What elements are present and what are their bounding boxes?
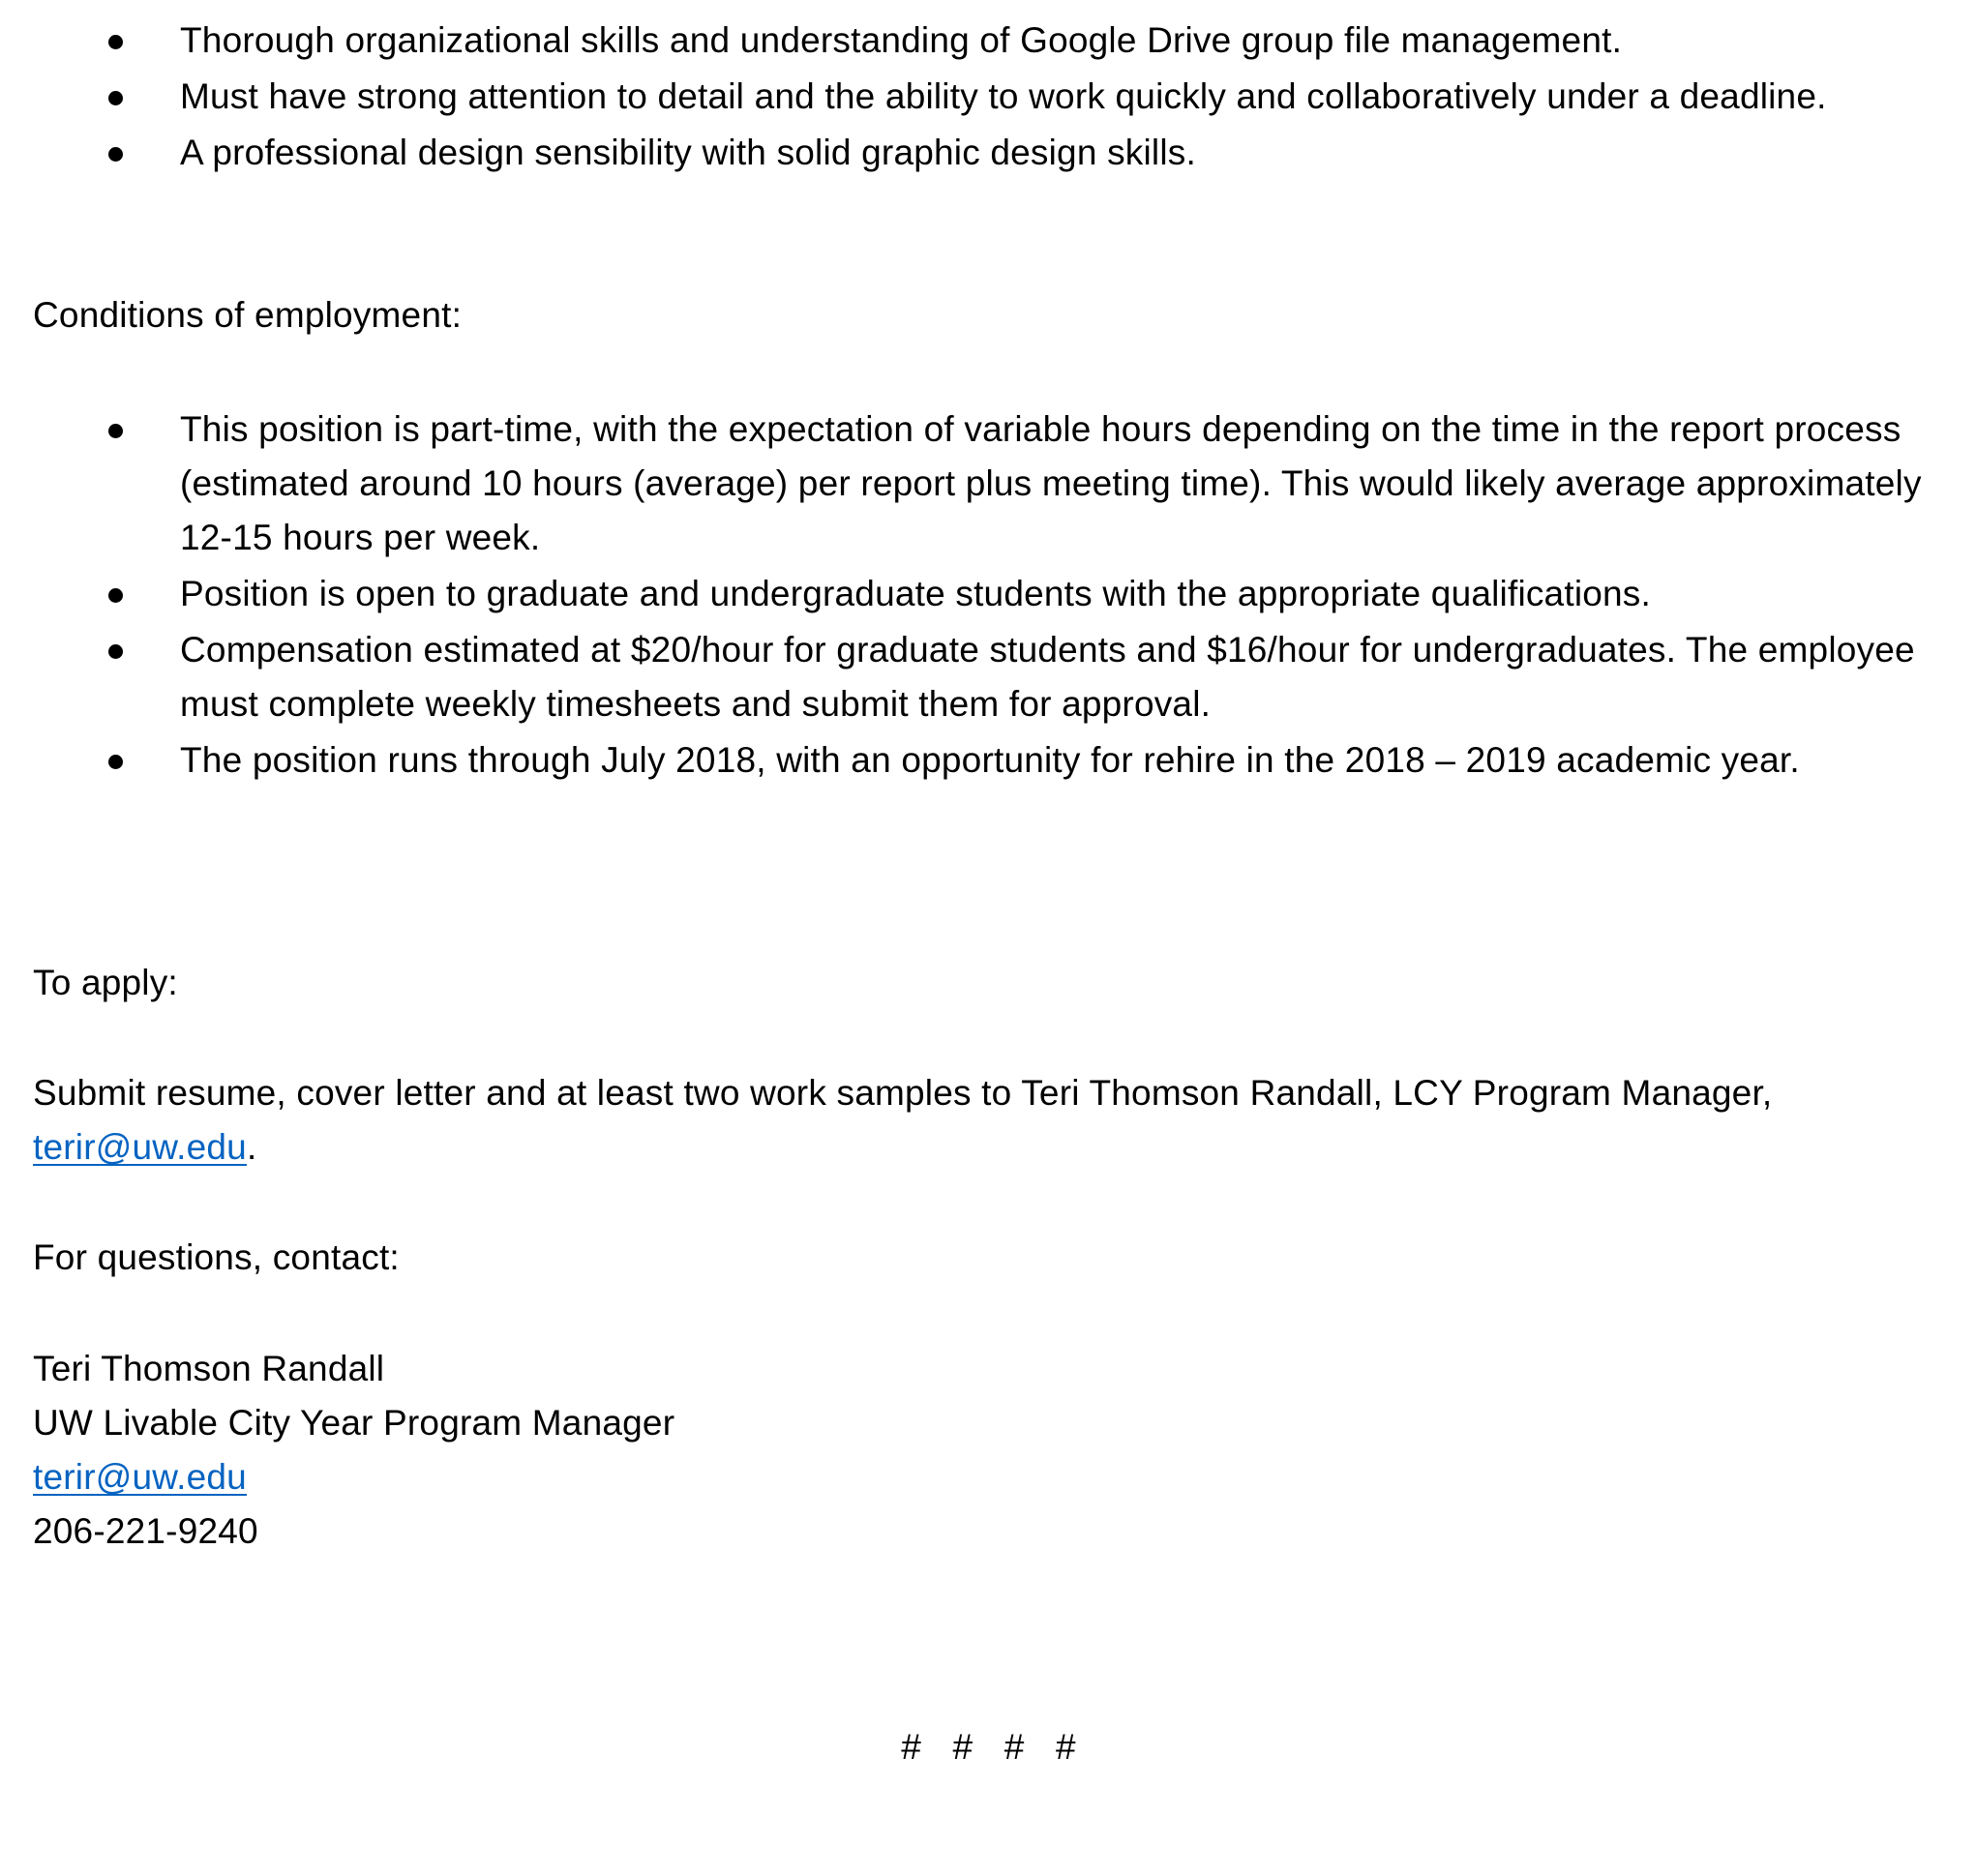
apply-heading: To apply:: [33, 963, 178, 1002]
bullet-icon: [108, 755, 123, 769]
contact-block: [33, 1342, 1930, 1559]
bullet-icon: [108, 91, 123, 105]
apply-text-end: .: [246, 1127, 257, 1167]
conditions-heading: Conditions of employment:: [33, 295, 463, 335]
list-item: [0, 567, 1951, 621]
contact-email-link[interactable]: terir@uw.edu: [33, 1457, 247, 1497]
list-item: [0, 14, 1951, 68]
list-item: [0, 70, 1951, 124]
apply-email-link[interactable]: terir@uw.edu: [33, 1127, 247, 1167]
list-item-text: Must have strong attention to detail and the ability to work quickly and collaboratively under a deadline.: [180, 76, 1827, 116]
end-marker: # # # #: [901, 1727, 1076, 1767]
apply-paragraph: [33, 1066, 1852, 1175]
list-item-text: Compensation estimated at $20/hour for graduate students and $16/hour for undergraduates. The employee must complete weekly timesheets and submit them for approval.: [180, 630, 1915, 724]
bullet-icon: [108, 588, 123, 603]
list-item: [0, 733, 1951, 788]
conditions-list: [0, 402, 1977, 788]
list-item-text: The position runs through July 2018, with an opportunity for rehire in the 2018 – 2019 academic year.: [180, 740, 1800, 780]
list-item: [0, 623, 1951, 731]
list-item-text: A professional design sensibility with solid graphic design skills.: [180, 133, 1196, 172]
qualifications-list: [0, 14, 1977, 180]
bullet-icon: [108, 424, 123, 438]
apply-text: Submit resume, cover letter and at least two work samples to Teri Thomson Randall, LCY Program Manager,: [33, 1073, 1773, 1113]
contact-name: Teri Thomson Randall: [33, 1349, 385, 1388]
questions-heading: For questions, contact:: [33, 1237, 400, 1277]
list-item: [0, 402, 1951, 565]
bullet-icon: [108, 644, 123, 659]
list-item-text: Position is open to graduate and undergraduate students with the appropriate qualifications.: [180, 574, 1651, 613]
list-item: [0, 126, 1951, 180]
contact-title: UW Livable City Year Program Manager: [33, 1403, 675, 1443]
list-item-text: This position is part-time, with the expectation of variable hours depending on the time in the report process (estimated around 10 hours (average) per report plus meeting time). This would likely average approximately 12-15 hours per week.: [180, 409, 1922, 557]
contact-phone: 206-221-9240: [33, 1511, 258, 1551]
bullet-icon: [108, 147, 123, 162]
bullet-icon: [108, 35, 123, 49]
list-item-text: Thorough organizational skills and understanding of Google Drive group file management.: [180, 20, 1623, 60]
